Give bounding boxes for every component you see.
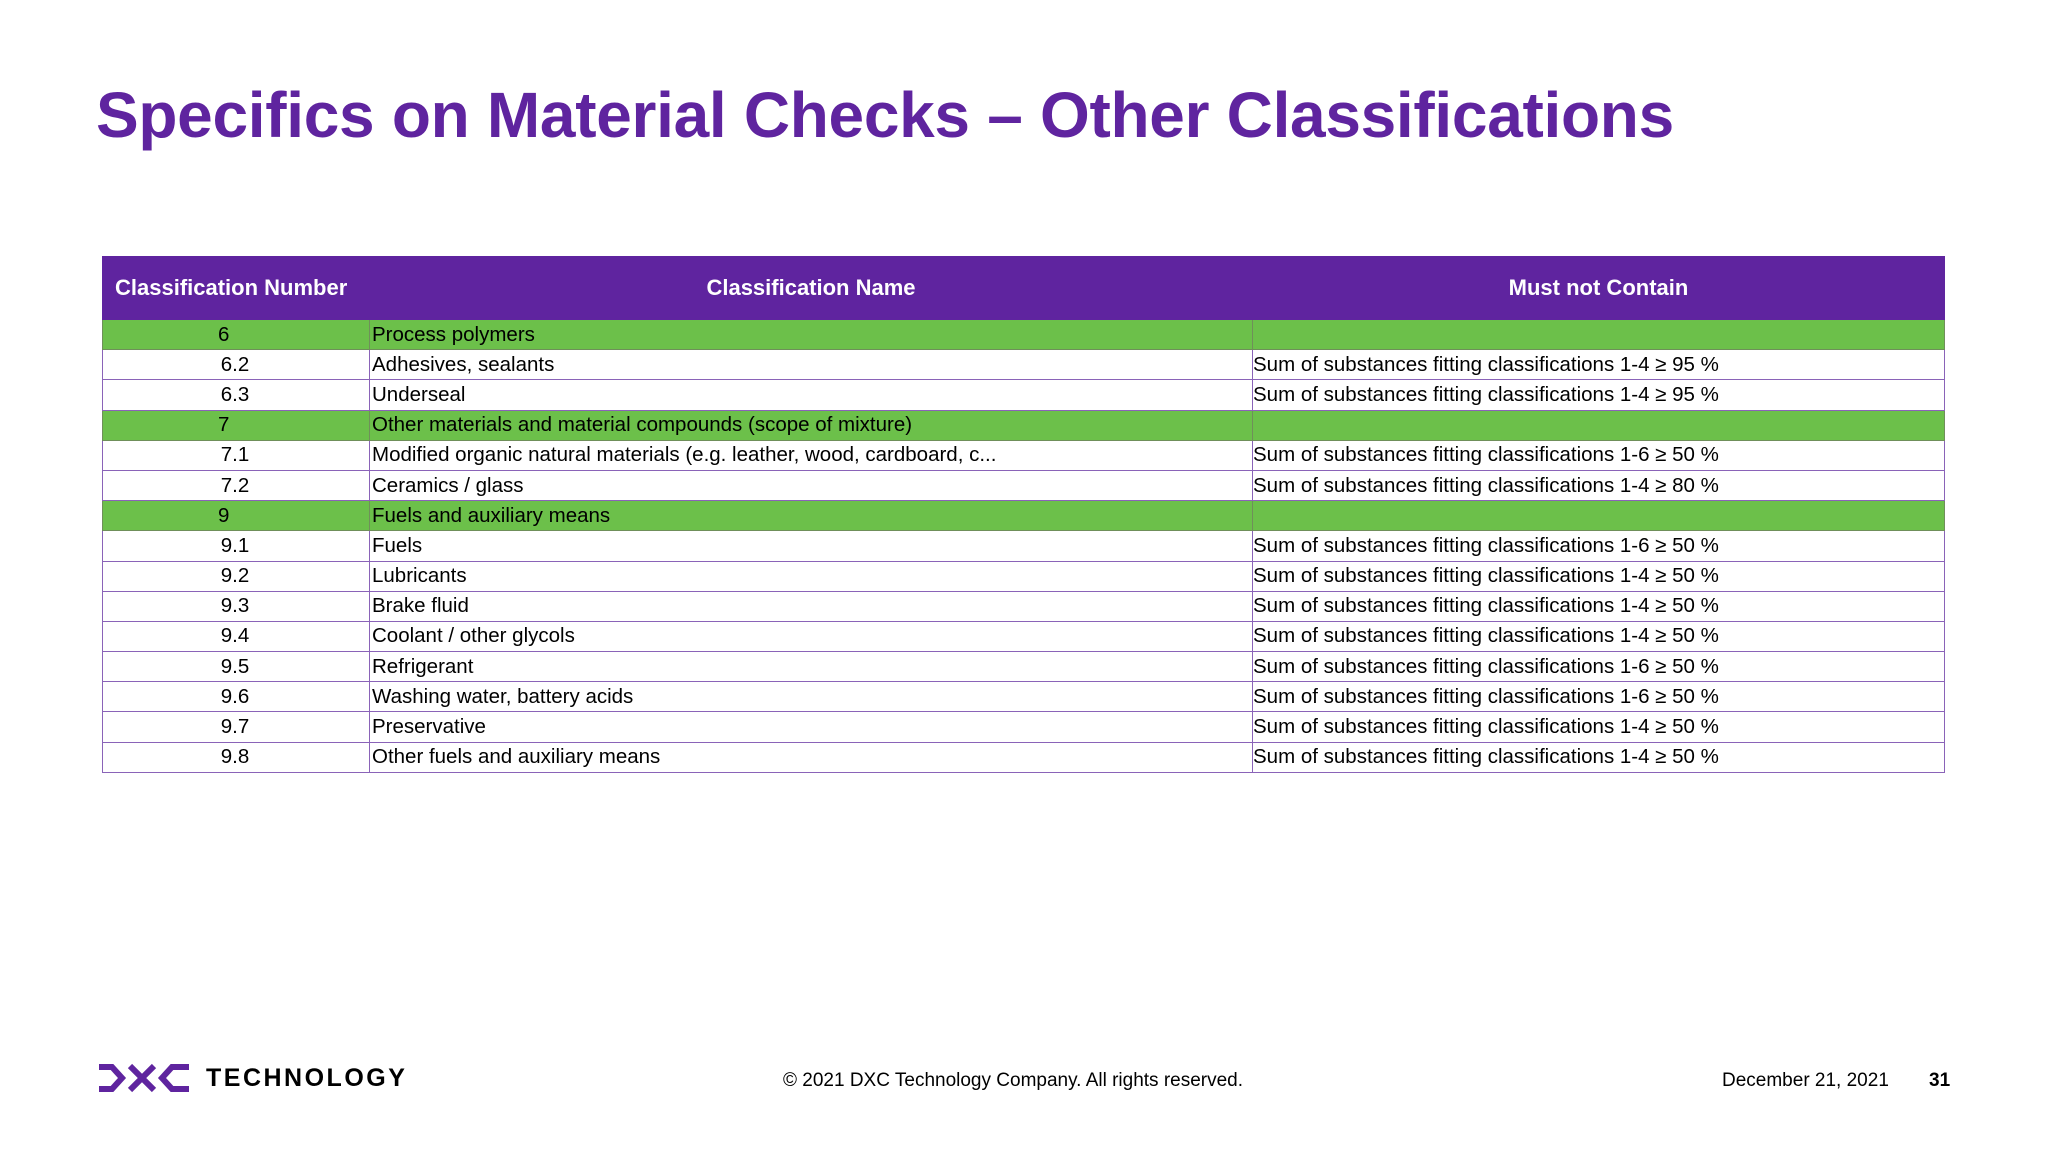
cell-must-not-contain: Sum of substances fitting classifications 1-6 ≥ 50 % <box>1253 531 1945 561</box>
cell-must-not-contain: Sum of substances fitting classifications 1-6 ≥ 50 % <box>1253 682 1945 712</box>
header-must-not-contain: Must not Contain <box>1253 257 1945 320</box>
table-row-group <box>103 410 1945 440</box>
cell-number: 7.1 <box>103 440 370 470</box>
cell-name: Preservative <box>370 712 1253 742</box>
cell-name: Coolant / other glycols <box>370 621 1253 651</box>
cell-must-not-contain: Sum of substances fitting classifications 1-6 ≥ 50 % <box>1253 652 1945 682</box>
table-header-row <box>103 257 1945 320</box>
page-title: Specifics on Material Checks – Other Classifications <box>96 79 1674 151</box>
cell-must-not-contain: Sum of substances fitting classifications 1-4 ≥ 50 % <box>1253 591 1945 621</box>
cell-must-not-contain: Sum of substances fitting classifications 1-4 ≥ 95 % <box>1253 350 1945 380</box>
cell-must-not-contain: Sum of substances fitting classifications 1-4 ≥ 50 % <box>1253 742 1945 772</box>
cell-must-not-contain: Sum of substances fitting classifications 1-4 ≥ 50 % <box>1253 561 1945 591</box>
cell-name: Refrigerant <box>370 652 1253 682</box>
cell-must-not-contain: Sum of substances fitting classifications 1-6 ≥ 50 % <box>1253 440 1945 470</box>
cell-name: Washing water, battery acids <box>370 682 1253 712</box>
header-classification-name: Classification Name <box>370 257 1253 320</box>
cell-name: Brake fluid <box>370 591 1253 621</box>
cell-number: 6 <box>103 320 370 350</box>
table-row <box>103 470 1945 500</box>
cell-number: 9.4 <box>103 621 370 651</box>
table-row <box>103 591 1945 621</box>
table-row <box>103 561 1945 591</box>
cell-number: 9.8 <box>103 742 370 772</box>
classification-table <box>102 256 1945 773</box>
cell-name: Process polymers <box>370 320 1253 350</box>
cell-number: 9.6 <box>103 682 370 712</box>
table-row-group <box>103 320 1945 350</box>
table-row <box>103 742 1945 772</box>
cell-name: Lubricants <box>370 561 1253 591</box>
footer-brand <box>96 1061 407 1095</box>
cell-number: 6.3 <box>103 380 370 410</box>
cell-number: 9 <box>103 501 370 531</box>
cell-name: Other materials and material compounds (scope of mixture) <box>370 410 1253 440</box>
table-row-group <box>103 501 1945 531</box>
cell-must-not-contain <box>1253 501 1945 531</box>
cell-number: 9.5 <box>103 652 370 682</box>
table-row <box>103 531 1945 561</box>
cell-must-not-contain: Sum of substances fitting classifications 1-4 ≥ 50 % <box>1253 712 1945 742</box>
table-row <box>103 682 1945 712</box>
cell-name: Fuels <box>370 531 1253 561</box>
page-number: 31 <box>1929 1070 1951 1091</box>
table-row <box>103 712 1945 742</box>
cell-number: 9.1 <box>103 531 370 561</box>
cell-must-not-contain <box>1253 320 1945 350</box>
cell-name: Underseal <box>370 380 1253 410</box>
cell-must-not-contain: Sum of substances fitting classifications 1-4 ≥ 80 % <box>1253 470 1945 500</box>
cell-name: Modified organic natural materials (e.g. leather, wood, cardboard, c... <box>370 440 1253 470</box>
cell-number: 9.7 <box>103 712 370 742</box>
copyright-text: © 2021 DXC Technology Company. All rights reserved. <box>783 1070 1244 1091</box>
cell-number: 6.2 <box>103 350 370 380</box>
cell-number: 7.2 <box>103 470 370 500</box>
cell-number: 7 <box>103 410 370 440</box>
table-row <box>103 652 1945 682</box>
table-row <box>103 380 1945 410</box>
header-classification-number: Classification Number <box>103 257 370 320</box>
cell-must-not-contain <box>1253 410 1945 440</box>
table-row <box>103 440 1945 470</box>
table-row <box>103 350 1945 380</box>
brand-wordmark: TECHNOLOGY <box>206 1063 408 1092</box>
dxc-logo-icon <box>96 1061 192 1095</box>
cell-name: Adhesives, sealants <box>370 350 1253 380</box>
slide-date: December 21, 2021 <box>1722 1070 1889 1091</box>
cell-must-not-contain: Sum of substances fitting classifications 1-4 ≥ 50 % <box>1253 621 1945 651</box>
table-row <box>103 621 1945 651</box>
cell-name: Ceramics / glass <box>370 470 1253 500</box>
cell-number: 9.2 <box>103 561 370 591</box>
cell-name: Fuels and auxiliary means <box>370 501 1253 531</box>
cell-number: 9.3 <box>103 591 370 621</box>
cell-must-not-contain: Sum of substances fitting classifications 1-4 ≥ 95 % <box>1253 380 1945 410</box>
cell-name: Other fuels and auxiliary means <box>370 742 1253 772</box>
